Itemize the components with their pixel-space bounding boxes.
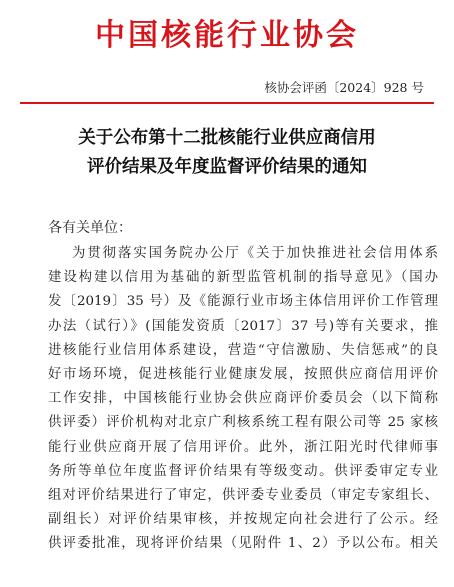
- body-line: 供评委）评价机构对北京广利核系统工程有限公司等 25 家核: [48, 415, 438, 431]
- body-line: 好市场环境，促进核能行业健康发展，按照供应商信用评价: [48, 367, 438, 383]
- document-title: [40, 124, 414, 182]
- body-line: 发〔2019〕35 号）及《能源行业市场主体信用评价工作管理: [48, 294, 438, 310]
- red-divider-line: [20, 102, 434, 104]
- body-line: 建设构建以信用为基础的新型监管机制的指导意见》（国办: [48, 270, 438, 286]
- body-paragraph: [48, 242, 438, 557]
- body-line: 能行业供应商开展了信用评价。此外，浙江阳光时代律师事: [48, 439, 438, 455]
- body-line: 副组长）对评价结果审核，并按规定向社会进行了公示。经: [48, 512, 438, 528]
- title-line: 评价结果及年度监督评价结果的通知: [87, 157, 367, 177]
- title-line: 关于公布第十二批核能行业供应商信用: [78, 128, 376, 148]
- body-line: 为贯彻落实国务院办公厅《关于加快推进社会信用体系: [72, 246, 438, 261]
- body-line: 组对评价结果进行了审定，供评委专业委员（审定专家组长、: [48, 488, 438, 504]
- body-line: 工作安排，中国核能行业协会供应商评价委员会（以下简称: [48, 391, 438, 407]
- organization-header: 中国核能行业协会: [95, 18, 359, 53]
- document-number: 核协会评函〔2024〕928 号: [264, 80, 424, 95]
- body-line: 办法（试行）》(国能发资质〔2017〕37 号)等有关要求，推: [48, 318, 438, 334]
- salutation: 各有关单位：: [48, 220, 132, 236]
- body-line: 供评委批准，现将评价结果（见附件 1、2）予以公布。相关: [48, 536, 438, 552]
- body-line: 进核能行业信用体系建设，营造“守信激励、失信惩戒”的良: [48, 342, 438, 358]
- body-line: 务所等单位年度监督评价结果有等级变动。供评委审定专业: [48, 463, 438, 479]
